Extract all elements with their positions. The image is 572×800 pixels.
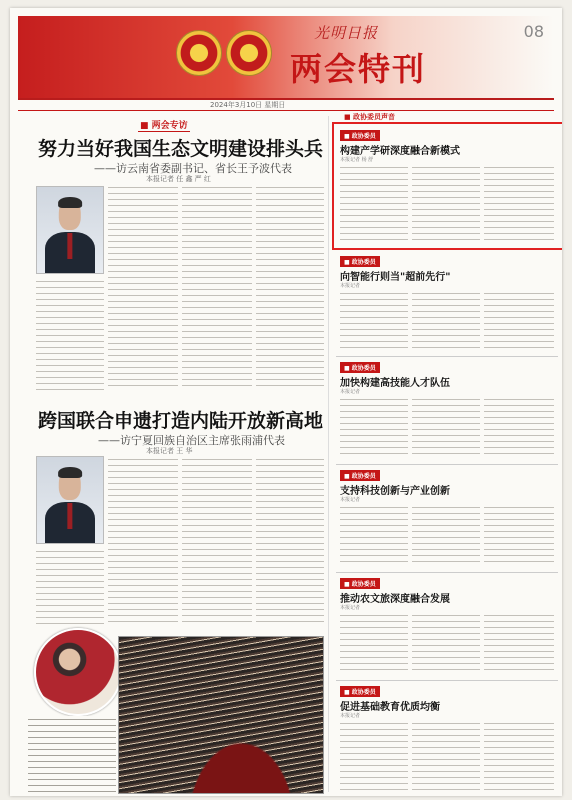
right-section-label: ■ 政协委员声音: [344, 113, 396, 121]
portrait-photo-2: [36, 456, 104, 544]
item4-body-col1: [340, 504, 408, 566]
item2-body-col2: [412, 290, 480, 350]
page-number: 08: [523, 22, 544, 41]
item6-body-col2: [412, 720, 480, 790]
item3-body-col2: [412, 396, 480, 458]
national-emblem-icon: [176, 30, 222, 76]
item6-body-col3: [484, 720, 554, 790]
item5-body-col1: [340, 612, 408, 674]
item1-tag: ■ 政协委员: [340, 130, 380, 141]
delegates-inset-photo: [34, 628, 122, 716]
right-rule: [336, 356, 558, 357]
right-rule: [336, 680, 558, 681]
story1-subhead: ——访云南省委副书记、省长王予波代表: [94, 162, 292, 175]
item6-body-col1: [340, 720, 408, 790]
dateline: 2024年3月10日 星期日: [210, 101, 286, 109]
right-rule: [336, 464, 558, 465]
item3-headline[interactable]: 加快构建高技能人才队伍: [340, 378, 450, 389]
item5-body-col2: [412, 612, 480, 674]
story2-headline[interactable]: 跨国联合申遗打造内陆开放新高地: [38, 410, 324, 432]
item5-body-col3: [484, 612, 554, 674]
item6-byline: 本报记者: [340, 713, 361, 719]
item2-body-col3: [484, 290, 554, 350]
story1-body-col3: [256, 184, 324, 390]
story2-body-col1: [108, 456, 178, 626]
item2-body-col1: [340, 290, 408, 350]
item6-headline[interactable]: 促进基础教育优质均衡: [340, 702, 440, 713]
story1-byline: 本报记者 任 鑫 严 红: [146, 175, 211, 183]
story2-byline: 本报记者 王 华: [146, 447, 193, 455]
masthead-banner: [18, 16, 554, 100]
photo-caption: [28, 716, 116, 792]
item3-tag: ■ 政协委员: [340, 362, 380, 373]
item5-byline: 本报记者: [340, 605, 361, 611]
item1-byline: 本报记者 杨 舒: [340, 157, 374, 163]
item4-headline[interactable]: 支持科技创新与产业创新: [340, 486, 450, 497]
story2-body-col2: [182, 456, 252, 626]
item4-tag: ■ 政协委员: [340, 470, 380, 481]
special-edition-title: 两会特刊: [290, 50, 427, 88]
item5-tag: ■ 政协委员: [340, 578, 380, 589]
item1-headline[interactable]: 构建产学研深度融合新模式: [340, 146, 460, 157]
story2-body-col3: [256, 456, 324, 626]
item2-tag: ■ 政协委员: [340, 256, 380, 267]
item4-body-col3: [484, 504, 554, 566]
item2-byline: 本报记者: [340, 283, 361, 289]
cppcc-emblem-icon: [226, 30, 272, 76]
newspaper-page: [10, 8, 562, 796]
story2-subhead: ——访宁夏回族自治区主席张雨浦代表: [98, 434, 285, 447]
story2-body-col0: [36, 548, 104, 624]
item3-body-col3: [484, 396, 554, 458]
right-rule: [336, 572, 558, 573]
story1-body-col2: [182, 184, 252, 390]
great-hall-session-photo: [118, 636, 324, 794]
section-tag-interview: ■ 两会专访: [138, 118, 190, 132]
item4-byline: 本报记者: [340, 497, 361, 503]
newspaper-logo: 光明日报: [314, 24, 379, 42]
item3-body-col1: [340, 396, 408, 458]
story1-body-col1: [108, 184, 178, 390]
item4-body-col2: [412, 504, 480, 566]
portrait-photo-1: [36, 186, 104, 274]
masthead-rule: [18, 110, 554, 111]
item6-tag: ■ 政协委员: [340, 686, 380, 697]
item3-byline: 本报记者: [340, 389, 361, 395]
story1-headline[interactable]: 努力当好我国生态文明建设排头兵: [38, 138, 324, 160]
item5-headline[interactable]: 推动农文旅深度融合发展: [340, 594, 450, 605]
story1-body-col0: [36, 278, 104, 390]
column-divider: [328, 116, 329, 792]
item2-headline[interactable]: 向智能行则当"超前先行": [340, 272, 451, 283]
red-highlight-box: [332, 122, 562, 250]
